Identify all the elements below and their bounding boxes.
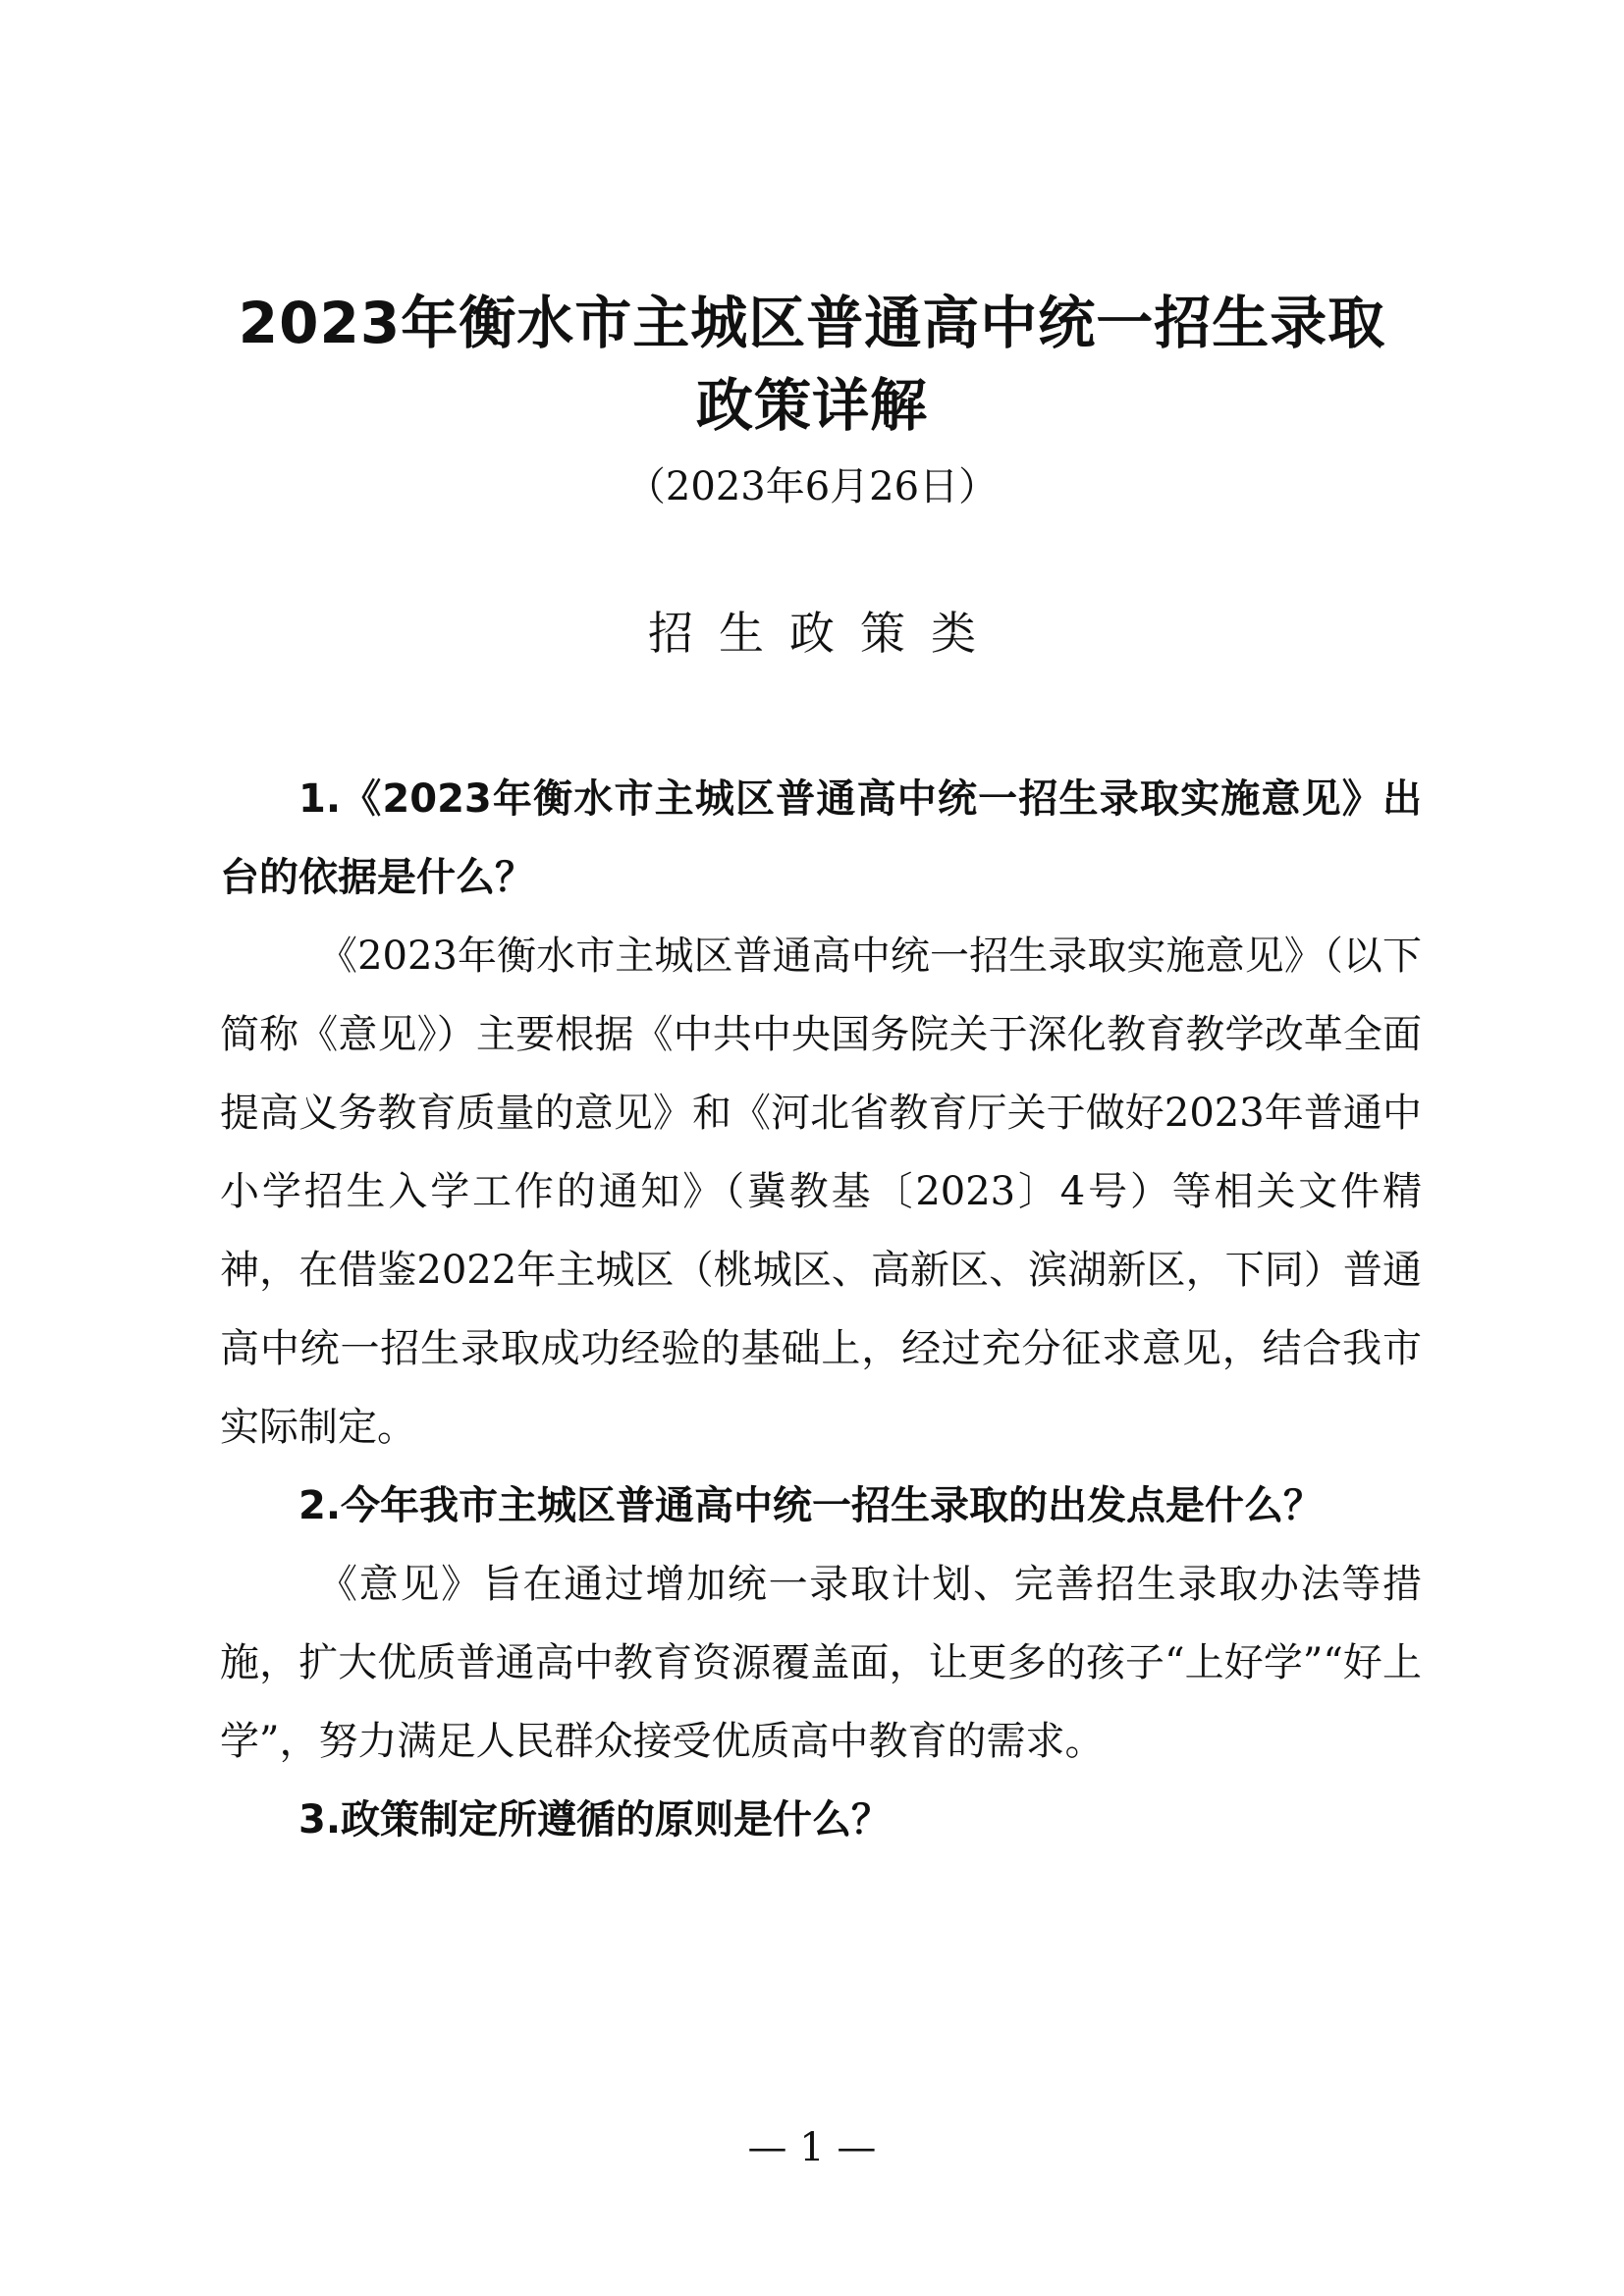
- question-1: 1.《2023年衡水市主城区普通高中统一招生录取实施意见》出台的依据是什么？: [220, 776, 1422, 900]
- page-number: — 1 —: [747, 2125, 877, 2170]
- document-title-line-2: 政策详解: [695, 372, 928, 439]
- answer-1: 《2023年衡水市主城区普通高中统一招生录取实施意见》（以下简称《意见》）主要根据《中共中央国务院关于深化教育教学改革全面提高义务教育质量的意见》和《河北省教育厅关于做好2023年普通中小学招生入学工作的通知》（冀教基〔2023〕4号）等相关文件精神，在借鉴2022年主城区（桃城区、高新区、滨湖新区，下同）普通高中统一招生录取成功经验的基础上，经过充分征求意见，结合我市实际制定。: [220, 934, 1422, 1450]
- answer-2: 《意见》旨在通过增加统一录取计划、完善招生录取办法等措施，扩大优质普通高中教育资源覆盖面，让更多的孩子“上好学”“好上学”，努力满足人民群众接受优质高中教育的需求。: [220, 1562, 1422, 1764]
- section-heading: 招生政策类: [648, 607, 1001, 660]
- document-title-line-1: 2023年衡水市主城区普通高中统一招生录取: [238, 290, 1386, 356]
- question-2: 2.今年我市主城区普通高中统一招生录取的出发点是什么？: [298, 1483, 1324, 1528]
- question-3: 3.政策制定所遵循的原则是什么？: [298, 1797, 892, 1842]
- document-date: （2023年6月26日）: [625, 464, 999, 509]
